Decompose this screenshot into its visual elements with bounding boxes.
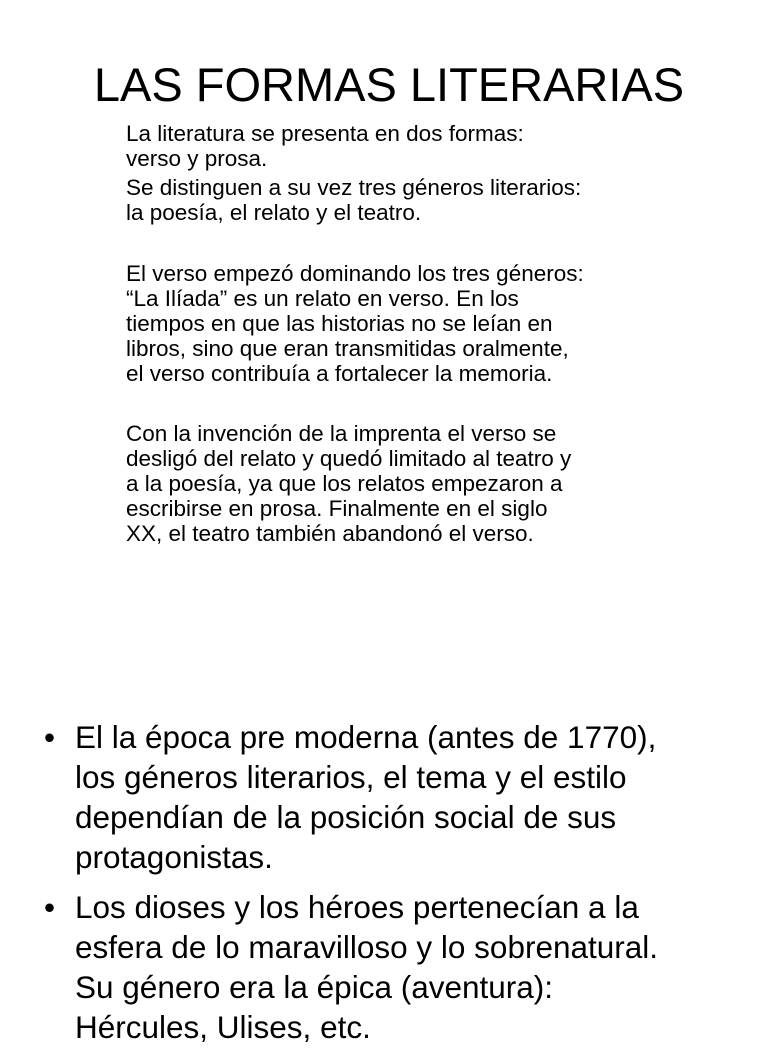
text-line: la poesía, el relato y el teatro. bbox=[126, 200, 422, 225]
text-line: Su género era la épica (aventura): bbox=[75, 969, 554, 1005]
paragraph-forms bbox=[126, 121, 686, 171]
text-line: XX, el teatro también abandonó el verso. bbox=[126, 521, 534, 546]
text-line: desligó del relato y quedó limitado al teatro y bbox=[126, 446, 572, 471]
paragraph-genres bbox=[126, 175, 686, 225]
text-line: “La Ilíada” es un relato en verso. En los bbox=[126, 286, 519, 311]
text-line: libros, sino que eran transmitidas oralmente, bbox=[126, 336, 569, 361]
bullet-icon: • bbox=[44, 719, 56, 755]
text-line: el verso contribuía a fortalecer la memoria. bbox=[126, 361, 553, 386]
text-line: Hércules, Ulises, etc. bbox=[75, 1009, 371, 1045]
bullet-list bbox=[0, 717, 768, 1057]
bullet-icon: • bbox=[44, 889, 56, 925]
text-line: dependían de la posición social de sus bbox=[75, 799, 617, 835]
text-line: Se distinguen a su vez tres géneros literarios: bbox=[126, 175, 582, 200]
list-item bbox=[0, 887, 768, 1047]
paragraph-printing-press bbox=[126, 421, 686, 546]
text-line: tiempos en que las historias no se leían en bbox=[126, 311, 553, 336]
text-line: a la poesía, ya que los relatos empezaron a bbox=[126, 471, 563, 496]
text-line: El la época pre moderna (antes de 1770), bbox=[75, 719, 657, 755]
text-line: El verso empezó dominando los tres géneros: bbox=[126, 261, 584, 286]
page-title: LAS FORMAS LITERARIAS bbox=[93, 58, 685, 111]
text-line: protagonistas. bbox=[75, 839, 273, 875]
text-line: los géneros literarios, el tema y el estilo bbox=[75, 759, 627, 795]
text-line: esfera de lo maravilloso y lo sobrenatural. bbox=[75, 929, 659, 965]
text-line: verso y prosa. bbox=[126, 146, 268, 171]
paragraph-verse-origin bbox=[126, 261, 686, 386]
text-line: escribirse en prosa. Finalmente en el siglo bbox=[126, 496, 548, 521]
text-line: Con la invención de la imprenta el verso se bbox=[126, 421, 557, 446]
list-item bbox=[0, 717, 768, 877]
text-line: La literatura se presenta en dos formas: bbox=[126, 121, 524, 146]
text-line: Los dioses y los héroes pertenecían a la bbox=[75, 889, 639, 925]
